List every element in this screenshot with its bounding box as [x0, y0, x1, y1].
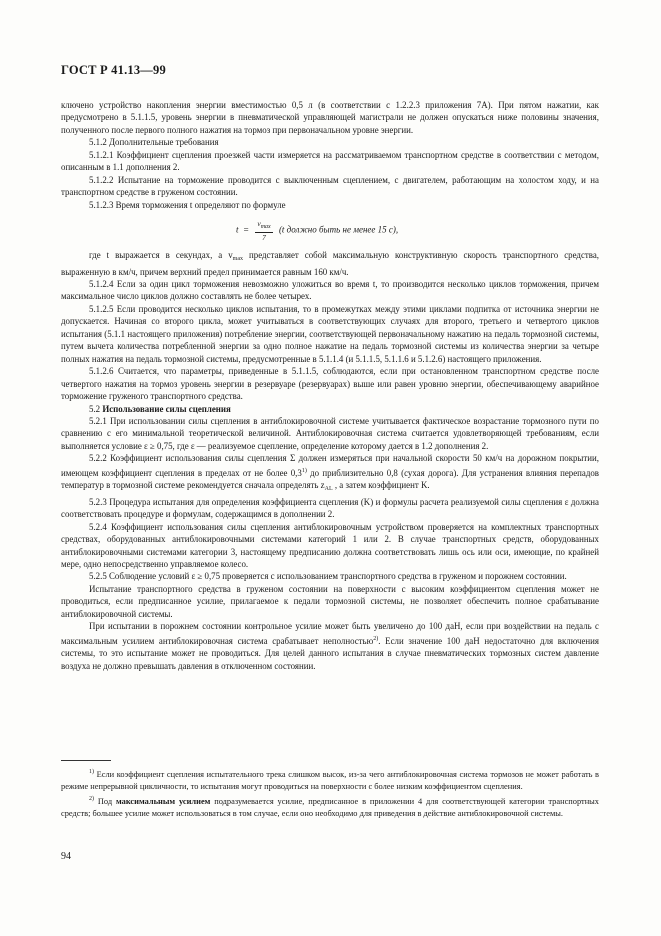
- footnote-2: $^{2)}$ Под максимальным усилием подразумевается усилие, предписанное в приложении 4 для соответствующей категории транспортных средств; большее усилие может использоваться в том случае, если оно необходимо для приведения в действие антиблокировочной системы.: [61, 796, 599, 818]
- section-heading: 5.1.2 Дополнительные требования: [89, 137, 219, 148]
- paragraph: 5.2.4 Коэффициент использования силы сцепления антиблокировочным устройством проверяется на комплектных транспортных средствах, оборудованных антиблокировочными системами категорий 1 или 2. В случае транспортных средств, оборудованных антиблокировочными системами категории 3, настоящему предписанию должна соответствовать лишь ось или оси, имеющие, по крайней мере, одно непосредственно управляемое колесо.: [61, 521, 599, 569]
- section-number: 5.2: [89, 403, 101, 414]
- formula-note: (t должно быть не менее 15 с),: [278, 224, 399, 235]
- paragraph: 5.2.5 Соблюдение условий ε ≥ 0,75 проверяется с использованием транспортного средства в груженом и порожнем состоянии.: [89, 571, 567, 582]
- paragraph: 5.1.2.1 Коэффициент сцепления проезжей части измеряется на рассматриваемом транспортном средстве в соответствии с методом, описанным в 1.1 дополнения 2.: [61, 149, 599, 173]
- paragraph: 5.1.2.6 Считается, что параметры, приведенные в 5.1.1.5, соблюдаются, если при остановленном транспортном средстве после четвертого нажатия на тормоз уровень энергии в резервуаре (резервуарах) выше или равен уровню энергии, обеспечивающему аварийное торможение груженого транспортного средства.: [61, 366, 599, 402]
- formula-numerator: $v_{max}$: [255, 219, 272, 233]
- paragraph: 5.1.2.5 Если проводится несколько циклов испытания, то в промежутках между этими циклами подпитка от источника энергии не допускается. Начиная со второго цикла, может учитываться в соответствующих случаях для второго, третьего и четвертого циклов испытания (5.1.1 настоящего приложения) потребление энергии, соответствующей первоначальному нажатию на педаль тормозной системы, путем вычета количества потребленной энергии за одно полное нажатие на педаль тормозной системы из количества энергии за четыре полных нажатия на педаль тормозной системы, предусмотренные в 5.1.1.4 (и 5.1.1.5, 5.1.1.6 и 5.1.2.6) настоящего приложения.: [61, 303, 599, 364]
- formula-lhs: t: [236, 224, 239, 235]
- paragraph: 5.1.2.2 Испытание на торможение проводится с выключенным сцеплением, с двигателем, работающим на холостом ходу, и на транспортном средстве в груженом состоянии.: [61, 174, 599, 198]
- paragraph: Испытание транспортного средства в груженом состоянии на поверхности с высоким коэффициентом сцепления может не проводиться, если предписанное усилие, прилагаемое к педали тормозной системы, не позволяет обеспечить полное срабатывание антиблокировочной системы.: [61, 583, 599, 619]
- footnote-divider: [61, 760, 111, 761]
- paragraph: 5.1.2.3 Время торможения t определяют по формуле: [89, 199, 286, 210]
- footnote-1: $^{1)}$ Если коэффициент сцепления испытательного трека слишком высок, из-за чего антиблокировочная система тормозов не может работать в режиме непрерывной цикличности, то испытания могут проводиться на поверхности с более низким коэффициентом сцепления.: [61, 769, 599, 791]
- braking-time-formula: [61, 211, 599, 249]
- paragraph: 5.2.3 Процедура испытания для определения коэффициента сцепления (K) и формулы расчета реализуемой силы сцепления ε должна соответствовать процедуре и формулам, содержащимся в дополнении 2.: [61, 496, 599, 520]
- paragraph: При испытании в порожнем состоянии контрольное усилие может быть увеличено до 100 даН, если при воздействии на педаль с максимальным усилием антиблокировочная система срабатывает неполностью$^{2)}$. Если значение 100 даН недостаточно для включения системы, то это испытание может не проводиться. Для целей данного испытания в случае пневматических тормозных систем давление воздуха не должно превышать давления в отключенном состоянии.: [61, 621, 599, 671]
- paragraph: 5.1.2.4 Если за один цикл торможения невозможно уложиться во время t, то производится несколько циклов торможения, причем максимальное число циклов должно составлять не более четырех.: [61, 278, 599, 302]
- formula-fraction: [255, 219, 272, 242]
- section-title: Использование силы сцепления: [102, 403, 231, 414]
- document-body: [61, 99, 599, 672]
- document-header: ГОСТ Р 41.13—99: [61, 63, 166, 77]
- paragraph: 5.2.1 При использовании силы сцепления в антиблокировочной системе учитывается фактическое возрастание тормозного пути по сравнению с его минимальной теоретической величиной. Антиблокировочная система считается удовлетворяющей требованиям, если выполняется условие ε ≥ 0,75, где ε — реализуемое сцепление, определение которому дается в 1.2 дополнения 2.: [61, 415, 599, 451]
- page-number: 94: [61, 851, 71, 862]
- formula-denominator: 7: [262, 233, 266, 243]
- section-heading: [61, 403, 599, 415]
- formula-equals: =: [243, 224, 250, 235]
- paragraph: где t выражается в секундах, а $v_{max}$ представляет собой максимальную конструктивную скорость транспортного средства, выраженную в км/ч, причем верхний предел принимается равным 160 км/ч.: [61, 250, 599, 277]
- paragraph: ключено устройство накопления энергии вместимостью 0,5 л (в соответствии с 1.2.2.3 приложения 7А). При пятом нажатии, как предусмотрено в 5.1.1.5, уровень энергии в пневматической управляющей магистрали не должен опускаться ниже половины значения, полученного после первого полного нажатия на тормоз при первоначальном уровне энергии.: [61, 100, 599, 135]
- footnotes: [61, 766, 599, 820]
- paragraph: 5.2.2 Коэффициент использования силы сцепления Σ должен измеряться при начальной скорости 50 км/ч на дорожном покрытии, имеющем коэффициент сцепления в пределах от не более 0,3$^{1)}$ до приблизительно 0,8 (сухая дорога). Для устранения влияния перепадов температур в тормозной системе рекомендуется сначала определять $z_{AL}$ , а затем коэффициент K.: [61, 453, 600, 493]
